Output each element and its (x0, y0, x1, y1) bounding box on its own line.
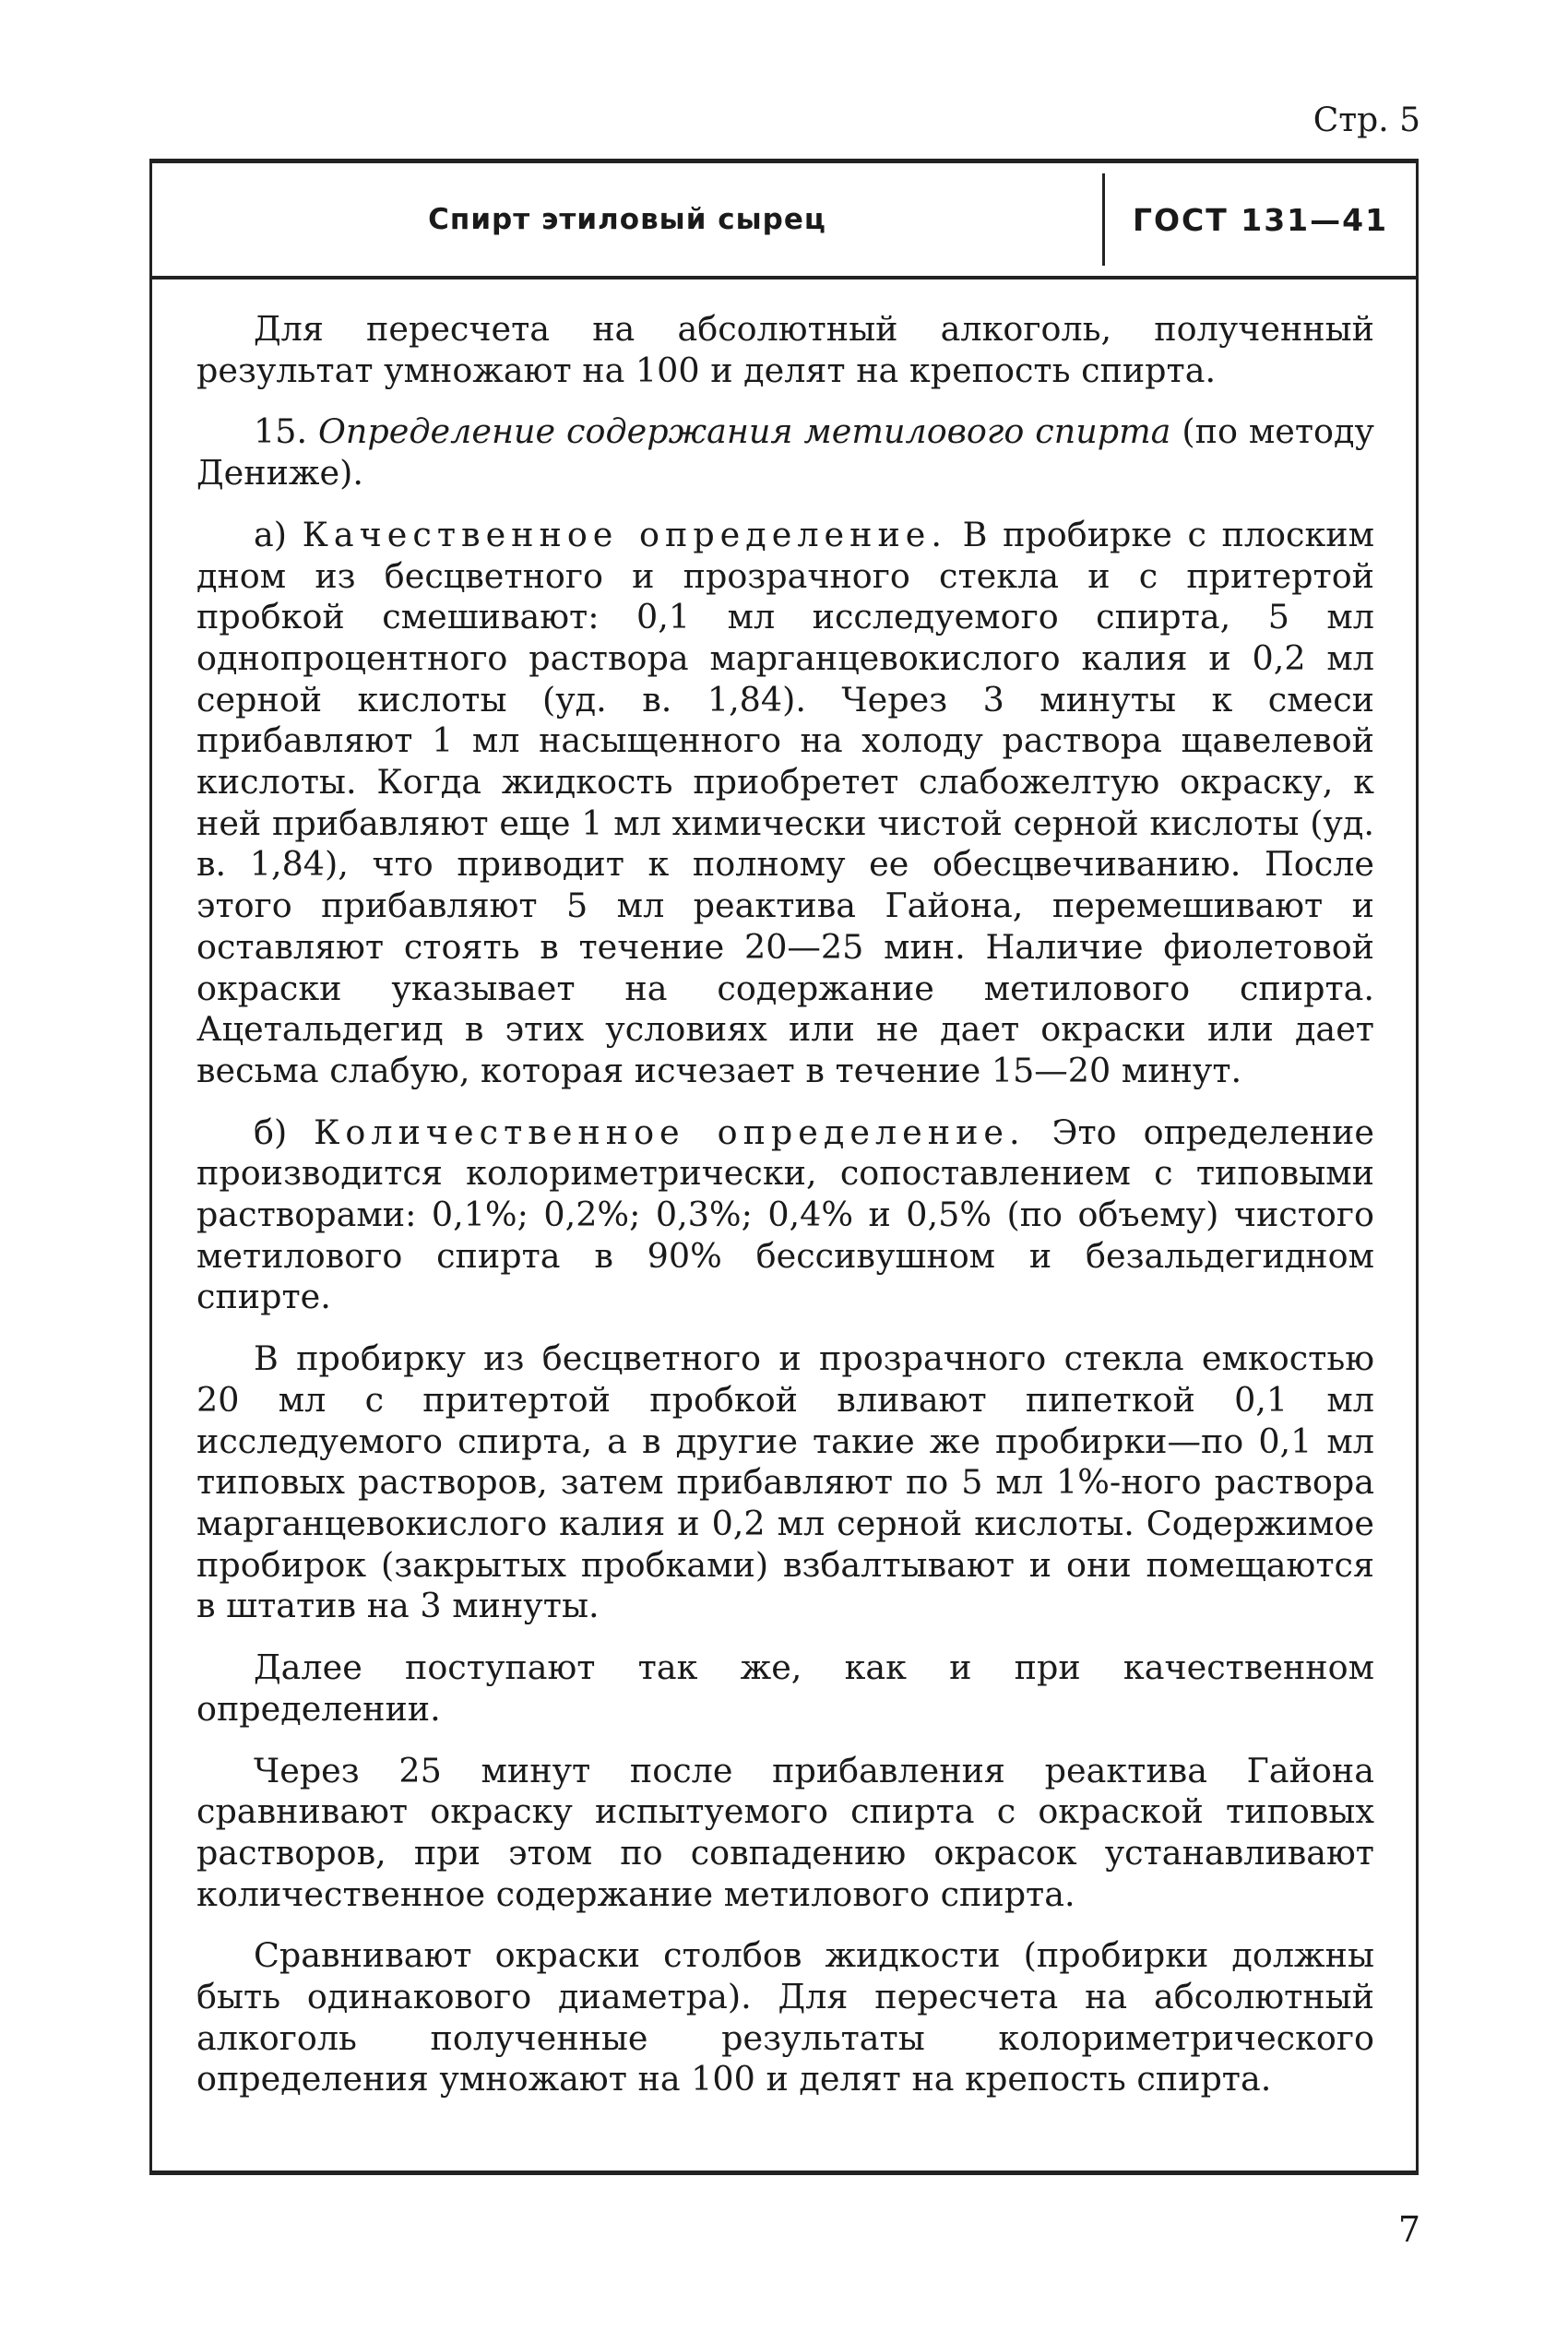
quantitative-heading: Количественное определение. (314, 1112, 1026, 1152)
quantitative-label: б) (254, 1112, 288, 1152)
qualitative-heading: Качественное определение. (302, 514, 948, 554)
document-title: Спирт этиловый сырец (428, 203, 826, 236)
body-paragraph: В пробирку из бесцветного и прозрачного стекла емкостью 20 мл с притертой пробкой вливают пипеткой 0,1 мл исследуемого спирта, а в другие такие же пробирки—по 0,1 мл типовых растворов, затем прибавляют по 5 мл 1%-ного раствора марганцевокислого калия и 0,2 мл серной кислоты. Содержимое пробирок (закрытых пробками) взбалтывают и они помещаются в штатив на 3 минуты. (196, 1338, 1374, 1626)
standard-number: ГОСТ 131—41 (1132, 201, 1389, 238)
document-body (196, 309, 1374, 2121)
qualitative-paragraph (196, 515, 1374, 1092)
page-frame (149, 159, 1419, 2175)
section-suffix: (по методу Дениже). (196, 411, 1374, 494)
quantitative-text: Это определение производится колориметрически, сопоставлением с типовыми растворами: 0,1%; 0,2%; 0,3%; 0,4% и 0,5% (по объему) чистого метилового спирта в 90% бессивушном и безальдегидном спирте. (196, 1112, 1374, 1317)
intro-paragraph: Для пересчета на абсолютный алкоголь, полученный результат умножают на 100 и делят на крепость спирта. (196, 309, 1374, 390)
body-paragraph: Далее поступают так же, как и при качественном определении. (196, 1647, 1374, 1729)
body-paragraph: Через 25 минут после прибавления реактива Гайона сравнивают окраску испытуемого спирта с окраской типовых растворов, при этом по совпадению окрасок устанавливают количественное содержание метилового спирта. (196, 1750, 1374, 1914)
section-15-heading (196, 411, 1374, 494)
page-label: Стр. 5 (1313, 101, 1420, 139)
quantitative-paragraph (196, 1112, 1374, 1319)
qualitative-label: а) (254, 514, 288, 554)
body-paragraph: Сравнивают окраски столбов жидкости (пробирки должны быть одинакового диаметра). Для пересчета на абсолютный алкоголь полученные результаты колориметрического определения умножают на 100 и делят на крепость спирта. (196, 1935, 1374, 2099)
page-number: 7 (1397, 2209, 1420, 2250)
section-title: Определение содержания метилового спирта (318, 411, 1171, 452)
document-header (152, 163, 1416, 279)
qualitative-text: В пробирке с плоским дном из бесцветного и прозрачного стекла и с притертой пробкой смешивают: 0,1 мл исследуемого спирта, 5 мл однопроцентного раствора марганцевокислого калия и 0,2 мл серной кислоты (уд. в. 1,84). Через 3 минуты к смеси прибавляют 1 мл насыщенного на холоду раствора щавелевой кислоты. Когда жидкость приобретет слабожелтую окраску, к ней прибавляют еще 1 мл химически чистой серной кислоты (уд. в. 1,84), что приводит к полному ее обесцвечиванию. После этого прибавляют 5 мл реактива Гайона, перемешивают и оставляют стоять в течение 20—25 мин. Наличие фиолетовой окраски указывает на содержание метилового спирта. Ацетальдегид в этих условиях или не дает окраски или дает весьма слабую, которая исчезает в течение 15—20 минут. (196, 514, 1374, 1090)
section-number: 15. (254, 411, 308, 452)
